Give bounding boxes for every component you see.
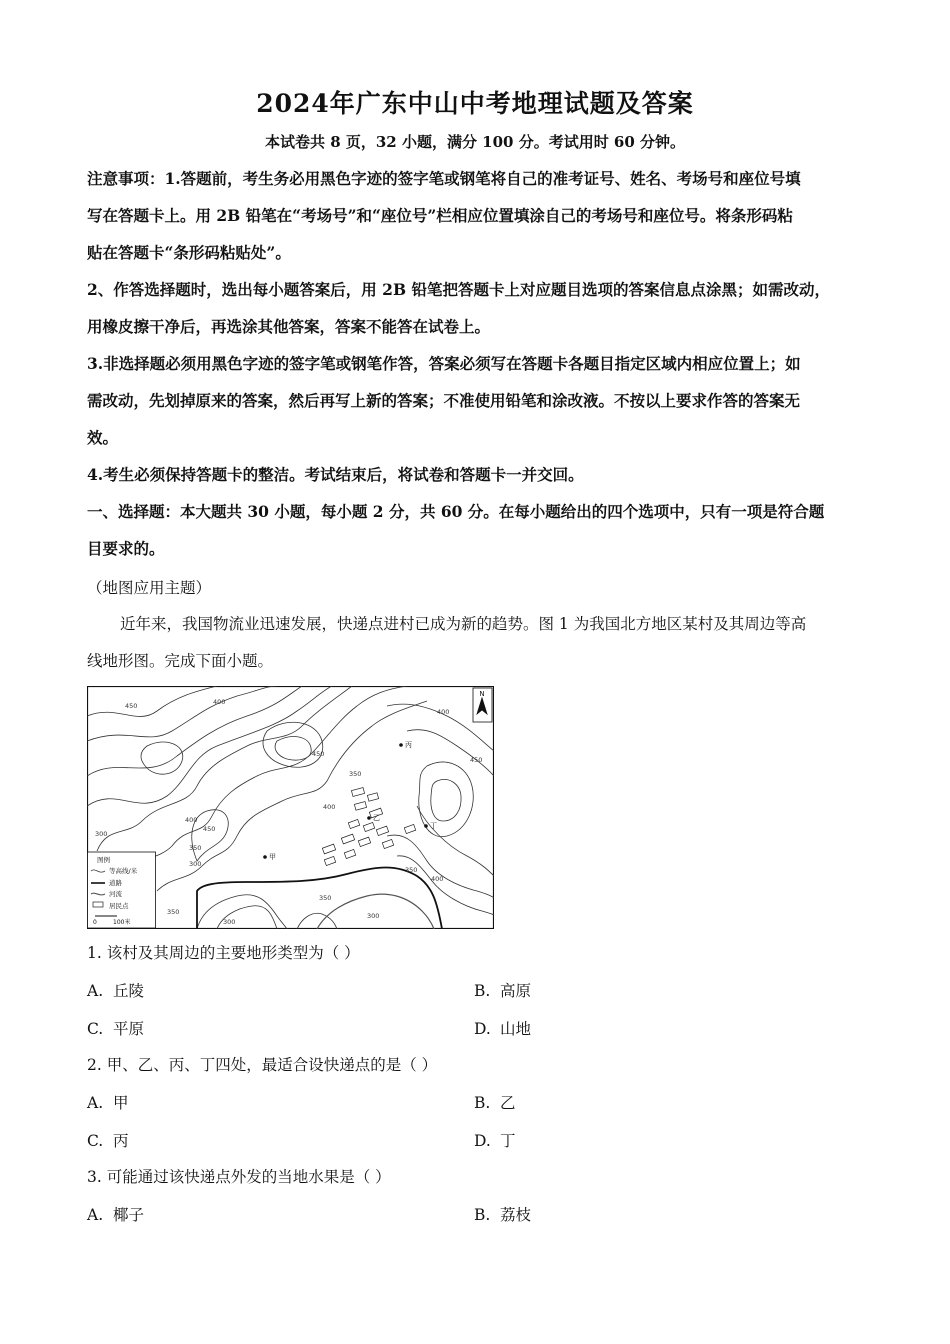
svg-text:400: 400 [437, 708, 450, 716]
svg-text:350: 350 [349, 770, 362, 778]
svg-text:350: 350 [405, 866, 418, 874]
note-2-line-1: 2、作答选择题时，选出每小题答案后，用 2B 铅笔把答题卡上对应题目选项的答案信息点涂黑；如需改动， [87, 280, 830, 299]
place-ding: 丁 [430, 822, 437, 830]
svg-text:300: 300 [223, 918, 236, 926]
svg-text:350: 350 [319, 894, 332, 902]
scale-length: 100米 [113, 919, 131, 926]
svg-text:450: 450 [203, 825, 216, 833]
exam-info: 本试卷共 8 页，32 小题，满分 100 分。考试用时 60 分钟。 [264, 133, 686, 151]
question-3-option-a[interactable]: A. 椰子 [87, 1206, 145, 1224]
note-4: 4.考生必须保持答题卡的整洁。考试结束后，将试卷和答题卡一并交回。 [87, 465, 584, 484]
intro-line-2: 线地形图。完成下面小题。 [87, 652, 274, 670]
scale-zero: 0 [93, 919, 97, 926]
legend-residence: 居民点 [109, 902, 129, 910]
question-2-option-c[interactable]: C. 丙 [87, 1132, 129, 1150]
question-2-option-a[interactable]: A. 甲 [87, 1094, 129, 1112]
question-1-stem: 1. 该村及其周边的主要地形类型为（ ） [87, 944, 360, 962]
legend-title: 图例 [97, 856, 110, 864]
section-1-line-1: 一、选择题：本大题共 30 小题，每小题 2 分，共 60 分。在每小题给出的四个选项中，只有一项是符合题 [87, 502, 825, 521]
svg-text:300: 300 [189, 860, 202, 868]
legend-contour: 等高线/米 [109, 867, 138, 875]
svg-text:400: 400 [185, 816, 198, 824]
question-3-stem: 3. 可能通过该快递点外发的当地水果是（ ） [87, 1168, 391, 1186]
svg-text:300: 300 [367, 912, 380, 920]
contour-map-svg [87, 686, 494, 929]
note-3-line-2: 需改动，先划掉原来的答案，然后再写上新的答案；不准使用铅笔和涂改液。不按以上要求作答的答案无 [87, 391, 801, 410]
note-3-line-1: 3.非选择题必须用黑色字迹的签字笔或钢笔作答，答案必须写在答题卡各题目指定区域内相应位置上；如 [87, 354, 801, 373]
svg-text:400: 400 [213, 698, 226, 706]
legend-road: 道路 [109, 879, 122, 887]
question-3-option-b[interactable]: B. 荔枝 [474, 1206, 532, 1224]
question-2-option-d[interactable]: D. 丁 [474, 1132, 516, 1150]
svg-text:300: 300 [95, 830, 108, 838]
svg-text:350: 350 [189, 844, 202, 852]
place-bing: 丙 [405, 741, 412, 749]
svg-text:400: 400 [431, 875, 444, 883]
question-1-option-c[interactable]: C. 平原 [87, 1020, 145, 1038]
notes [87, 160, 867, 567]
note-1-line-2: 写在答题卡上。用 2B 铅笔在“考场号”和“座位号”栏相应位置填涂自己的考场号和座位号。将条形码粘 [87, 206, 793, 225]
intro-line-1: 近年来，我国物流业迅速发展，快递点进村已成为新的趋势。图 1 为我国北方地区某村及其周边等高 [120, 615, 807, 633]
map-legend [88, 852, 156, 928]
section-1-line-2: 目要求的。 [87, 539, 165, 558]
place-jia: 甲 [269, 853, 276, 861]
theme-label: （地图应用主题） [87, 579, 212, 597]
place-yi: 乙 [373, 814, 380, 822]
svg-text:350: 350 [167, 908, 180, 916]
svg-text:450: 450 [470, 756, 483, 764]
svg-text:400: 400 [323, 803, 336, 811]
svg-text:450: 450 [125, 702, 138, 710]
svg-text:450: 450 [312, 750, 325, 758]
page-title: 2024年广东中山中考地理试题及答案 [256, 89, 694, 118]
question-1-option-b[interactable]: B. 高原 [474, 982, 532, 1000]
note-1-line-1: 注意事项：1.答题前，考生务必用黑色字迹的签字笔或钢笔将自己的准考证号、姓名、考场号和座位号填 [87, 169, 801, 188]
note-3-line-3: 效。 [87, 428, 119, 447]
legend-river: 河流 [109, 890, 122, 898]
note-2-line-2: 用橡皮擦干净后，再选涂其他答案，答案不能答在试卷上。 [87, 317, 491, 336]
note-1-line-3: 贴在答题卡“条形码粘贴处”。 [87, 243, 291, 262]
question-2-stem: 2. 甲、乙、丙、丁四处，最适合设快递点的是（ ） [87, 1056, 438, 1074]
question-1-option-d[interactable]: D. 山地 [474, 1020, 532, 1038]
north-label: N [479, 690, 485, 698]
contour-map [87, 686, 494, 929]
question-1-option-a[interactable]: A. 丘陵 [87, 982, 145, 1000]
question-2-option-b[interactable]: B. 乙 [474, 1094, 516, 1112]
intro-block [87, 570, 867, 680]
